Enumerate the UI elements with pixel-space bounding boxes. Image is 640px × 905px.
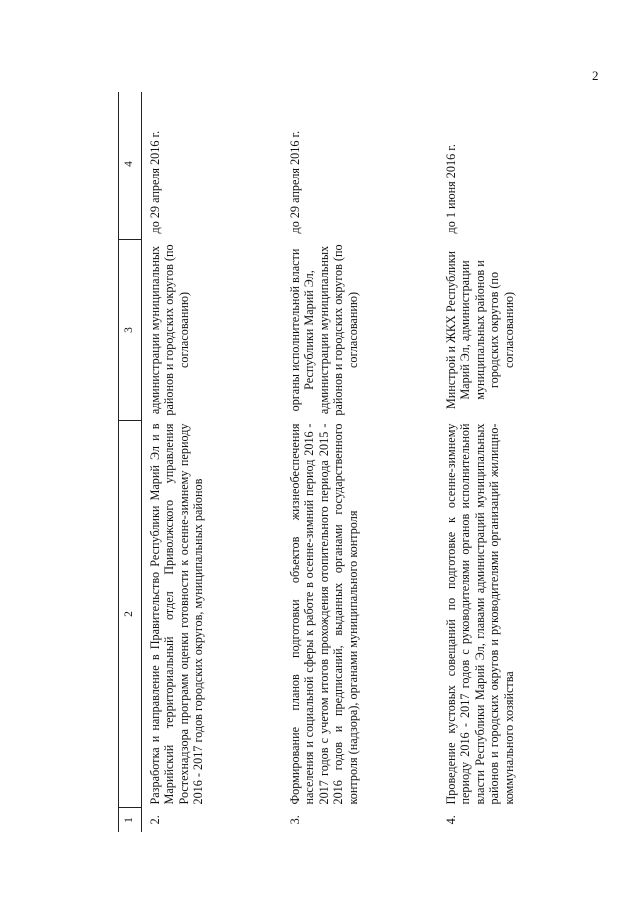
row-deadline: до 29 апреля 2016 г. xyxy=(148,130,162,234)
header-col-4: 4 xyxy=(119,92,142,240)
header-col-2: 2 xyxy=(119,421,142,808)
rotated-table-container xyxy=(118,94,640,832)
header-col-3: 3 xyxy=(119,240,142,421)
row-action: Разработка и направление в Правительство Республики Марий Эл и в Марийский территориальный отдел Приволжского управления Ростехнадзора программ оценки готовности к осенне-зимнему периоду 2016 - 2017 годов городских округов, муниципальных районов xyxy=(148,423,206,805)
row-responsible: администрации муниципальных районов и городских округов (по согласованию) xyxy=(148,244,191,416)
table-row xyxy=(438,92,594,832)
schedule-table xyxy=(118,92,594,832)
row-action: Проведение кустовых совещаний по подготовке к осенне-зимнему периоду 2016 - 2017 годов с руководителями органов исполнительной власти Республики Марий Эл, главами администраций муниципальных районов и городских округов и руководителями организаций жилищно-коммунального хозяйства xyxy=(444,423,516,805)
table-header-row xyxy=(119,92,142,832)
row-number: 3. xyxy=(288,815,302,825)
row-responsible: Минстрой и ЖКХ Республики Марий Эл, администрации муниципальных районов и городских округов (по согласованию) xyxy=(444,250,516,410)
page-number: 2 xyxy=(592,68,599,83)
row-deadline: до 29 апреля 2016 г. xyxy=(288,130,302,234)
header-col-1: 1 xyxy=(119,808,142,833)
row-action: Формирование планов подготовки объектов жизнеобеспечения населения и социальной сферы к работе в осенне-зимний период 2016 - 2017 годов с учетом итогов прохождения отопительного периода 2015 - 2016 годов и предписаний, выданных органами государственного контроля (надзора), органами муниципального контроля xyxy=(288,423,360,805)
row-responsible: органы исполнительной власти Республики Марий Эл, администрации муниципальных районов и городских округов (по согласованию) xyxy=(288,244,360,416)
table-row xyxy=(142,92,283,832)
table-row xyxy=(282,92,438,832)
row-number: 4. xyxy=(444,815,458,825)
row-number: 2. xyxy=(148,815,162,825)
row-deadline: до 1 июня 2016 г. xyxy=(444,144,458,234)
